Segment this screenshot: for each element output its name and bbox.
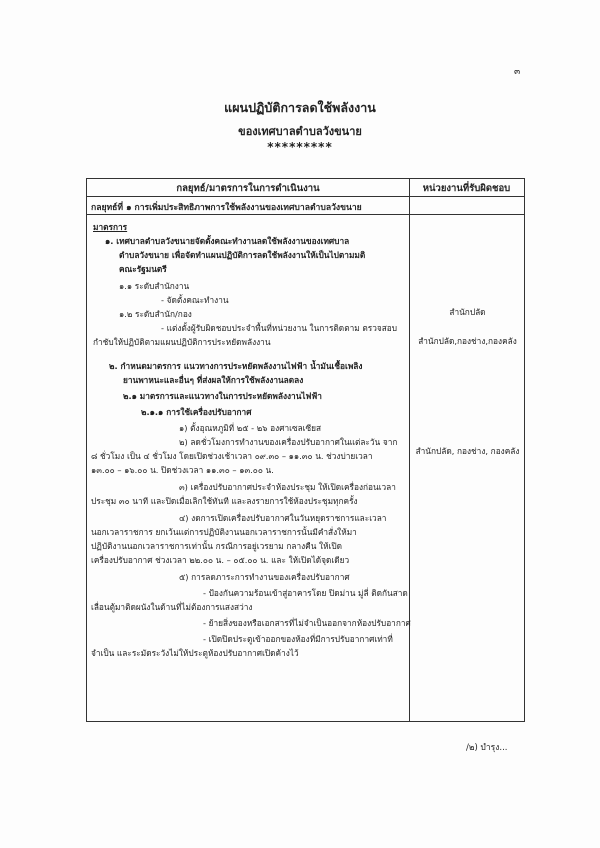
header-responsible-unit: หน่วยงานที่รับผิดชอบ [422, 183, 511, 194]
measures-heading: มาตรการ [93, 222, 128, 232]
header-measures: กลยุทธ์/มาตรการในการดำเนินงาน [176, 183, 320, 194]
measure-line: เลื่อนตู้มาติดผนังในด้านที่ไม่ต้องการแสงสว่าง [91, 602, 253, 612]
responsible-unit: สำนักปลัด,กองช่าง,กองคลัง [418, 336, 517, 346]
measure-line: กำชับให้ปฏิบัติตามแผนปฏิบัติการประหยัดพลังงาน [93, 337, 271, 347]
page-number: ๓ [514, 67, 521, 77]
measure-line: - ย้ายสิ่งของหรือเอกสารที่ไม่จำเป็นออกจากห้องปรับอากาศ [203, 618, 411, 628]
continuation-note: /๒) บำรุง... [466, 743, 508, 753]
measure-line: ๑. เทศบาลตำบลวังขนายจัดตั้งคณะทำงานลดใช้พลังงานของเทศบาล [105, 236, 350, 246]
measure-line: - เปิดปิดประตูเข้าออกของห้องที่มีการปรับอากาศเท่าที่ [203, 634, 393, 644]
action-plan-table [86, 178, 525, 722]
measure-line: - แต่งตั้งผู้รับผิดชอบประจำพื้นที่หน่วยงาน ในการติดตาม ตรวจสอบ [161, 323, 398, 333]
title-separator: ********* [267, 140, 333, 154]
measure-line: ๑.๒ ระดับสำนัก/กอง [119, 309, 192, 319]
measure-line: ประชุม ๓๐ นาที และปิดเมื่อเลิกใช้ทันที และลงรายการใช้ห้องประชุมทุกครั้ง [91, 496, 358, 506]
measure-line: ปฏิบัติงานนอกเวลาราชการเท่านั้น กรณีการอยู่เวรยาม กลางคืน ให้เปิด [91, 541, 343, 551]
measure-line: ๑) ตั้งอุณหภูมิที่ ๒๕ - ๒๖ องศาเซลเซียส [179, 423, 322, 433]
strategy-divider [87, 214, 524, 215]
measure-line: ตำบลวังขนาย เพื่อจัดทำแผนปฏิบัติการลดใช้พลังงานให้เป็นไปตามมติ [119, 250, 366, 260]
measure-line: ยานพาหนะและอื่นๆ ที่ส่งผลให้การใช้พลังงานลดลง [123, 375, 304, 385]
measure-line: - ป้องกันความร้อนเข้าสู่อาคารโดย ปิดม่าน มู่ลี่ ติดกันสาด [203, 588, 408, 598]
measure-line: คณะรัฐมนตรี [119, 264, 167, 274]
measure-line: ๕) การลดภาระการทำงานของเครื่องปรับอากาศ [179, 572, 350, 582]
measure-line: ๑๓.๐๐ – ๑๖.๐๐ น. ปิดช่วงเวลา ๑๑.๓๐ – ๑๓.๐๐ น. [91, 465, 274, 475]
responsible-unit: สำนักปลัด, กองช่าง, กองคลัง [415, 446, 520, 456]
measure-line: ๔) งดการเปิดเครื่องปรับอากาศในวันหยุดราชการและเวลา [179, 513, 387, 523]
measure-line: - จัดตั้งคณะทำงาน [161, 295, 229, 305]
header-divider [87, 196, 524, 197]
measure-line: ๒.๑ มาตรการและแนวทางในการประหยัดพลังงานไฟฟ้า [123, 391, 322, 401]
strategy-row: กลยุทธ์ที่ ๑ การเพิ่มประสิทธิภาพการใช้พลังงานของเทศบาลตำบลวังขนาย [91, 203, 362, 213]
measure-line: นอกเวลาราชการ ยกเว้นแต่การปฏิบัติงานนอกเวลาราชการนั้นมีคำสั่งให้มา [91, 527, 357, 537]
measure-line: ๓) เครื่องปรับอากาศประจำห้องประชุม ให้เปิดเครื่องก่อนเวลา [179, 482, 396, 492]
measure-line: ๒. กำหนดมาตรการ แนวทางการประหยัดพลังงานไฟฟ้า น้ำมันเชื้อเพลิง [109, 361, 363, 371]
document-title: แผนปฏิบัติการลดใช้พลังงาน [224, 100, 376, 115]
responsible-unit: สำนักปลัด [449, 307, 486, 317]
measure-line: เครื่องปรับอากาศ ช่วงเวลา ๒๒.๐๐ น. – ๐๕.๐๐ น. และ ให้เปิดได้จุดเดียว [91, 555, 350, 565]
measure-line: ๒.๑.๑ การใช้เครื่องปรับอากาศ [141, 407, 252, 417]
measure-line: ๒) ลดชั่วโมงการทำงานของเครื่องปรับอากาศในแต่ละวัน จาก [179, 437, 398, 447]
measure-line: ๑.๑ ระดับสำนักงาน [119, 281, 190, 291]
measure-line: จำเป็น และระมัดระวังไม่ให้ประตูห้องปรับอากาศเปิดค้างไว้ [91, 648, 299, 658]
document-subtitle: ของเทศบาลตำบลวังขนาย [238, 125, 362, 138]
measure-line: ๘ ชั่วโมง เป็น ๔ ชั่วโมง โดยเปิดช่วงเช้าเวลา ๐๙.๓๐ – ๑๑.๓๐ น. ช่วงบ่ายเวลา [91, 451, 373, 461]
